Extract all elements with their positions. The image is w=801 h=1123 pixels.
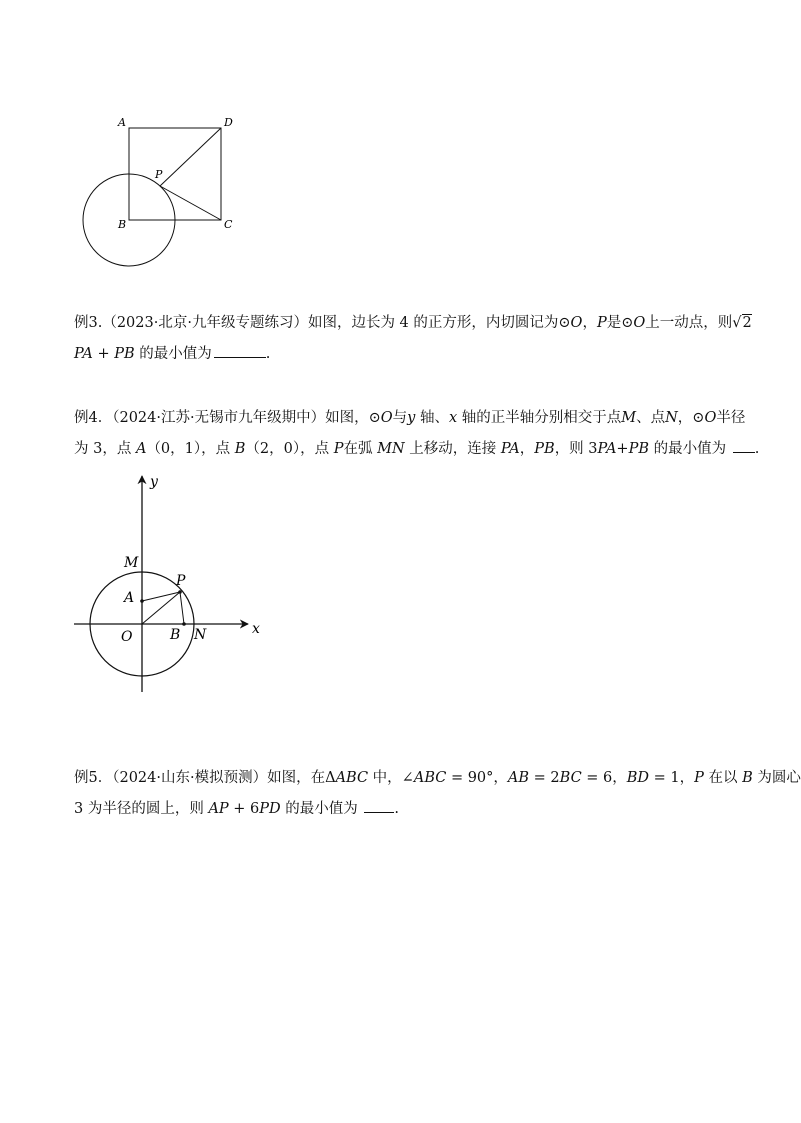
problem-3-line-1: 例3.（2023·北京·九年级专题练习）如图，边长为 4 的正方形，内切圆记为⊙O，P是⊙O上一动点，则√2 (74, 308, 734, 339)
label-b: B (118, 218, 127, 231)
label-p: P (155, 168, 163, 181)
problem-5-line-2: 3 为半径的圆上，则 AP + 6PD 的最小值为 . (74, 794, 734, 825)
label-c: C (224, 218, 233, 231)
sqrt-2: √2 (732, 315, 752, 331)
label-d: D (224, 116, 233, 129)
point-a (140, 599, 144, 603)
segment-pd (160, 128, 221, 186)
figure-coordinate-circle (70, 468, 270, 698)
label-m: M (124, 555, 139, 571)
problem-4-line-1: 例4．（2024·江苏·无锡市九年级期中）如图，⊙O与y 轴、x 轴的正半轴分别相交于点M、点N，⊙O半径 (74, 410, 746, 426)
label-b: B (170, 627, 181, 643)
label-x: x (252, 621, 260, 637)
label-a: A (118, 116, 126, 129)
answer-blank[interactable] (364, 797, 394, 813)
problem-4-line-2: 为 3，点 A（0，1），点 B（2，0），点 P在弧 MN 上移动，连接 PA，PB，则 3PA+PB 的最小值为 . (74, 434, 734, 465)
answer-blank[interactable] (733, 437, 755, 453)
label-a: A (124, 590, 135, 606)
label-y: y (150, 474, 158, 490)
answer-blank[interactable] (214, 342, 266, 358)
problem-3-line-2: PA + PB 的最小值为 . (74, 339, 734, 370)
label-p: P (176, 573, 186, 589)
problem-5-line-1: 例5．（2024·山东·模拟预测）如图，在ΔABC 中，∠ABC = 90°，AB = 2BC = 6，BD = 1，P 在以 B 为圆心 (74, 770, 801, 786)
problem-5 (74, 763, 801, 825)
point-p (178, 590, 182, 594)
label-n: N (194, 627, 207, 643)
label-o: O (121, 629, 133, 645)
figure-square-circle (78, 108, 248, 278)
segment-pb (180, 592, 184, 624)
point-b (182, 622, 186, 626)
segment-pc (160, 186, 221, 220)
problem-4 (74, 403, 760, 465)
problem-3 (74, 308, 752, 370)
